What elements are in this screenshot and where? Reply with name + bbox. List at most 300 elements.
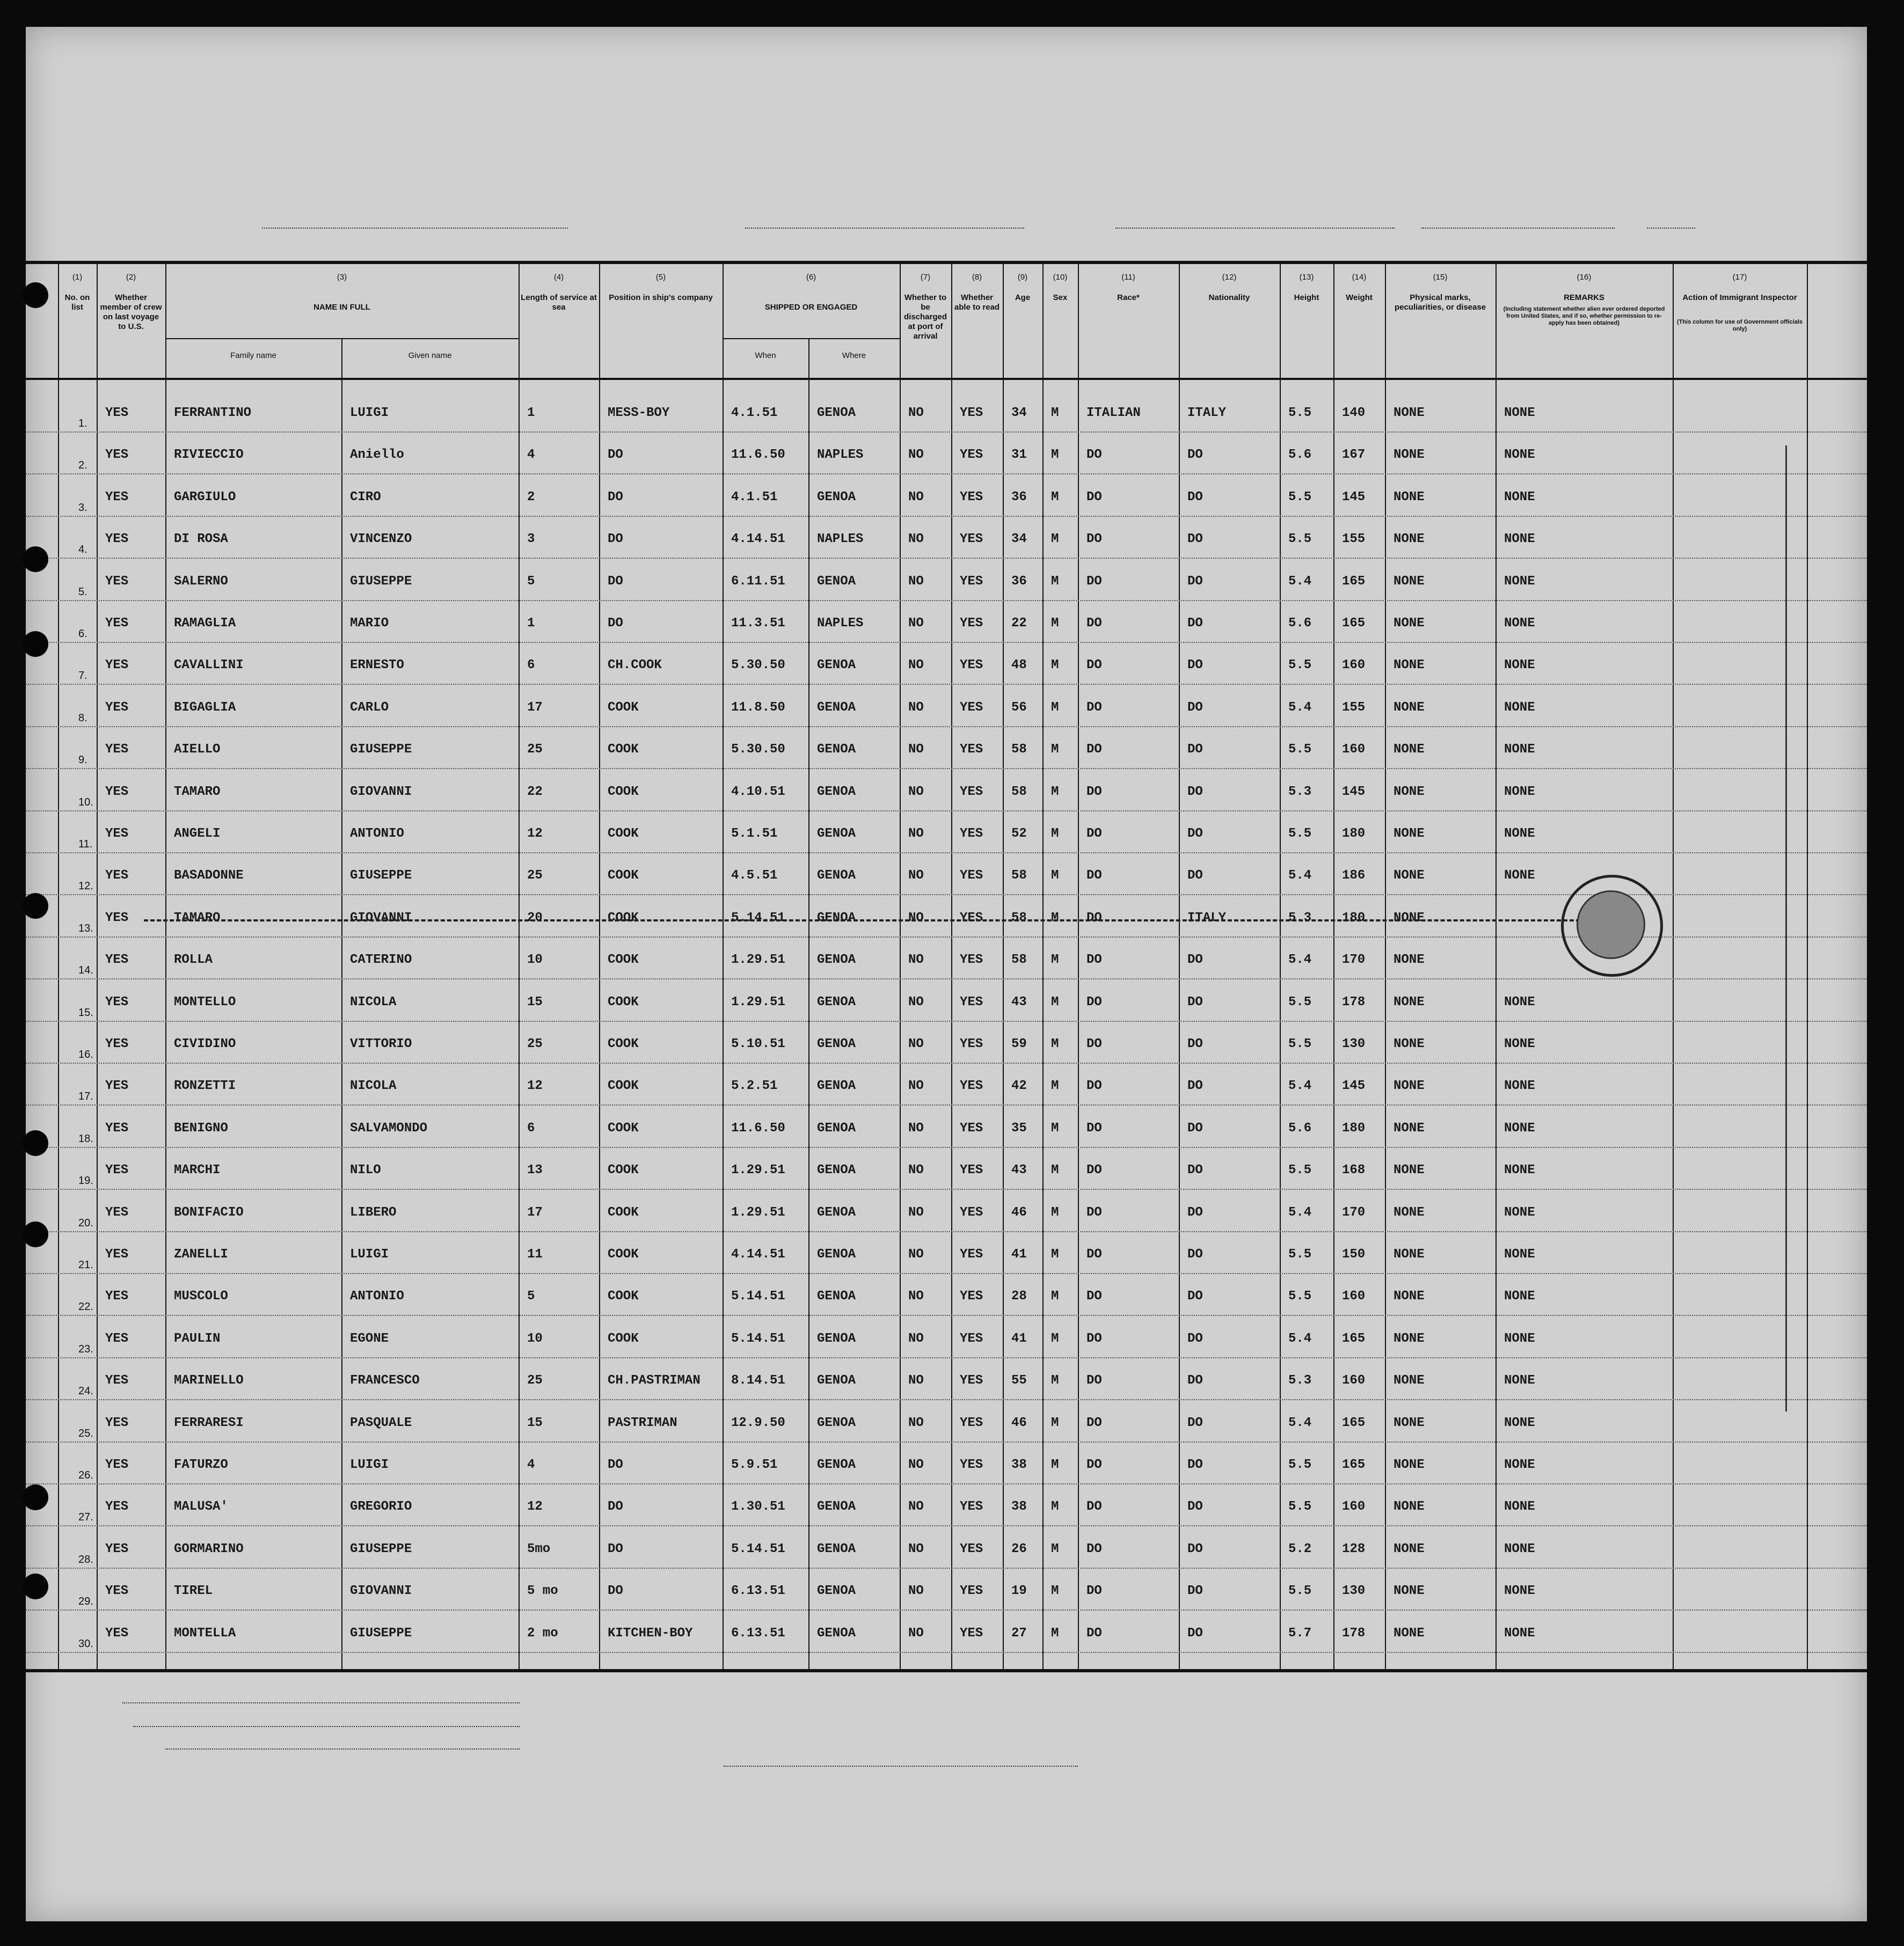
cell-family: PAULIN [174,1331,221,1346]
cell-given: GIOVANNI [350,910,412,925]
cell-service: 6 [527,1121,535,1136]
cell-race: DO [1086,1373,1102,1388]
punch-hole [23,1221,48,1247]
column-number: (3) [337,273,347,282]
cell-weight: 140 [1342,406,1366,420]
cell-race: DO [1086,1247,1102,1262]
cell-sex: M [1051,574,1059,589]
cell-height: 5.4 [1288,1079,1312,1094]
cell-age: 36 [1011,574,1027,589]
cell-remarks: NONE [1504,1247,1535,1262]
cell-weight: 160 [1342,1289,1366,1304]
cell-disch: NO [908,574,924,589]
row-number: 20. [78,1217,93,1229]
cell-prev: YES [105,658,129,673]
row-number: 27. [78,1511,93,1524]
row-number: 10. [78,796,93,808]
cell-service: 11 [527,1247,543,1262]
cell-where: GENOA [817,700,856,715]
cell-service: 25 [527,742,543,757]
cell-age: 56 [1011,700,1027,715]
cell-sex: M [1051,448,1059,463]
cell-where: GENOA [817,1331,856,1346]
cell-where: GENOA [817,574,856,589]
cell-age: 28 [1011,1289,1027,1304]
column-subheader: Family name [230,351,276,360]
cell-position: COOK [608,1289,639,1304]
cell-read: YES [960,1289,983,1304]
cell-disch: NO [908,784,924,799]
cell-height: 5.4 [1288,1415,1312,1430]
cell-service: 2 [527,489,535,504]
cell-position: COOK [608,994,639,1009]
cell-weight: 165 [1342,1458,1366,1472]
cell-age: 36 [1011,489,1027,504]
cell-given: FRANCESCO [350,1373,420,1388]
cell-position: COOK [608,742,639,757]
cell-height: 5.5 [1288,994,1312,1009]
cell-nat: DO [1187,1079,1203,1094]
row-number: 28. [78,1553,93,1565]
cell-height: 5.4 [1288,574,1312,589]
cell-when: 1.29.51 [731,1163,785,1178]
cell-when: 4.14.51 [731,532,785,547]
table-row [26,1064,1867,1106]
cell-given: GIUSEPPE [350,1541,412,1556]
cell-race: DO [1086,742,1102,757]
cell-height: 5.5 [1288,742,1312,757]
cell-marks: NONE [1394,616,1425,631]
cell-family: GARGIULO [174,489,236,504]
cell-family: FERRARESI [174,1415,244,1430]
cell-given: LUIGI [350,1458,389,1472]
cell-marks: NONE [1394,532,1425,547]
cell-height: 5.5 [1288,1247,1312,1262]
column-number: (6) [806,273,816,282]
cell-weight: 167 [1342,448,1366,463]
row-number: 21. [78,1259,93,1271]
cell-weight: 165 [1342,574,1366,589]
cell-when: 5.14.51 [731,1541,785,1556]
cell-when: 5.10.51 [731,1037,785,1051]
cell-sex: M [1051,1121,1059,1136]
cell-given: CATERINO [350,953,412,968]
row-number: 17. [78,1091,93,1103]
cell-read: YES [960,742,983,757]
cell-remarks: NONE [1504,658,1535,673]
cell-read: YES [960,868,983,883]
cell-age: 43 [1011,1163,1027,1178]
cell-remarks: NONE [1504,994,1535,1009]
cell-where: GENOA [817,953,856,968]
cell-position: COOK [608,910,639,925]
column-subheader: Where [842,351,866,360]
cell-read: YES [960,700,983,715]
cell-age: 34 [1011,532,1027,547]
column-number: (11) [1121,273,1135,282]
cell-where: GENOA [817,1037,856,1051]
cell-age: 38 [1011,1458,1027,1472]
cell-remarks: NONE [1504,1037,1535,1051]
cell-race: DO [1086,489,1102,504]
cell-height: 5.5 [1288,489,1312,504]
column-note: (Including statement whether alien ever ordered deported from United States, and if so, whether permission to re-apply has been obtained) [1503,306,1665,326]
cell-nat: DO [1187,1458,1203,1472]
cell-where: GENOA [817,1373,856,1388]
cell-weight: 180 [1342,826,1366,841]
cell-when: 11.3.51 [731,616,785,631]
table-row [26,685,1867,727]
cell-nat: DO [1187,700,1203,715]
cell-where: GENOA [817,1415,856,1430]
cell-sex: M [1051,1626,1059,1641]
cell-nat: DO [1187,448,1203,463]
cell-height: 5.4 [1288,1205,1312,1220]
genoa-consulate-seal [1561,875,1663,977]
column-subheader: Given name [408,351,452,360]
table-row [26,517,1867,559]
cell-family: BIGAGLIA [174,700,236,715]
cell-nat: DO [1187,616,1203,631]
table-row [26,811,1867,853]
cell-age: 58 [1011,784,1027,799]
cell-when: 4.10.51 [731,784,785,799]
manifest-sheet [26,27,1867,1921]
cell-nat: DO [1187,658,1203,673]
cell-sex: M [1051,1205,1059,1220]
cell-when: 11.6.50 [731,1121,785,1136]
cell-read: YES [960,406,983,420]
cell-marks: NONE [1394,784,1425,799]
cell-family: ROLLA [174,953,213,968]
cell-weight: 170 [1342,953,1366,968]
cell-family: TAMARO [174,784,221,799]
cell-where: GENOA [817,994,856,1009]
cell-family: DI ROSA [174,532,228,547]
cell-position: DO [608,574,623,589]
cell-where: GENOA [817,826,856,841]
cell-service: 3 [527,532,535,547]
cell-service: 25 [527,1037,543,1051]
cell-race: DO [1086,994,1102,1009]
cell-prev: YES [105,406,129,420]
cell-nat: DO [1187,574,1203,589]
cell-race: DO [1086,826,1102,841]
cell-given: ERNESTO [350,658,404,673]
cell-prev: YES [105,1626,129,1641]
cell-prev: YES [105,910,129,925]
table-row [26,1527,1867,1569]
cell-disch: NO [908,742,924,757]
cell-position: CH.PASTRIMAN [608,1373,701,1388]
row-number: 2. [78,459,87,472]
cell-service: 10 [527,1331,543,1346]
cell-where: GENOA [817,489,856,504]
cell-marks: NONE [1394,1079,1425,1094]
cell-when: 4.5.51 [731,868,778,883]
cell-family: FATURZO [174,1458,228,1472]
column-header: Weight [1346,293,1373,302]
row-number: 6. [78,628,87,640]
cell-sex: M [1051,1415,1059,1430]
cell-race: DO [1086,574,1102,589]
row-number: 14. [78,964,93,977]
cell-remarks: NONE [1504,1331,1535,1346]
cell-prev: YES [105,742,129,757]
cell-given: VITTORIO [350,1037,412,1051]
cell-when: 12.9.50 [731,1415,785,1430]
cell-where: GENOA [817,1626,856,1641]
cell-marks: NONE [1394,1331,1425,1346]
cell-service: 4 [527,1458,535,1472]
row-number: 23. [78,1343,93,1355]
cell-age: 27 [1011,1626,1027,1641]
cell-given: GIOVANNI [350,1584,412,1599]
cell-position: COOK [608,826,639,841]
cell-family: MALUSA' [174,1499,228,1515]
cell-race: ITALIAN [1086,406,1141,420]
cell-nat: DO [1187,1373,1203,1388]
cell-service: 10 [527,953,543,968]
column-header: NAME IN FULL [313,303,370,312]
cell-race: DO [1086,1163,1102,1178]
cell-position: DO [608,1499,623,1515]
cell-where: NAPLES [817,532,864,547]
cell-service: 5mo [527,1541,551,1556]
cell-when: 6.13.51 [731,1584,785,1599]
cell-prev: YES [105,1247,129,1262]
cell-service: 15 [527,994,543,1009]
cell-position: DO [608,616,623,631]
cell-where: GENOA [817,1289,856,1304]
cell-nat: DO [1187,1584,1203,1599]
row-number: 4. [78,544,87,556]
cell-nat: DO [1187,1289,1203,1304]
cell-age: 46 [1011,1205,1027,1220]
column-header: REMARKS [1564,293,1604,302]
cell-when: 5.9.51 [731,1458,778,1472]
cell-remarks: NONE [1504,700,1535,715]
cell-marks: NONE [1394,1584,1425,1599]
cell-marks: NONE [1394,826,1425,841]
cell-nat: DO [1187,953,1203,968]
table-row [26,643,1867,685]
cell-weight: 165 [1342,1415,1366,1430]
cell-given: ANTONIO [350,826,404,841]
table-row [26,559,1867,601]
cell-given: GIUSEPPE [350,742,412,757]
cell-read: YES [960,1499,983,1515]
cell-marks: NONE [1394,1121,1425,1136]
cell-service: 15 [527,1415,543,1430]
cell-prev: YES [105,868,129,883]
cell-remarks: NONE [1504,1458,1535,1472]
cell-service: 6 [527,658,535,673]
cell-remarks: NONE [1504,406,1535,420]
cell-nat: ITALY [1187,406,1227,420]
cell-height: 5.4 [1288,700,1312,715]
column-header: Sex [1053,293,1068,302]
cell-service: 1 [527,406,535,420]
cell-race: DO [1086,700,1102,715]
cell-age: 59 [1011,1037,1027,1051]
cell-family: AIELLO [174,742,221,757]
cell-service: 17 [527,700,543,715]
cell-given: GIUSEPPE [350,868,412,883]
row-number: 26. [78,1469,93,1481]
cell-weight: 155 [1342,700,1366,715]
cell-weight: 160 [1342,1373,1366,1388]
cell-marks: NONE [1394,1037,1425,1051]
cell-sex: M [1051,1163,1059,1178]
cell-race: DO [1086,1205,1102,1220]
column-header: Action of Immigrant Inspector [1682,293,1797,302]
cell-disch: NO [908,1247,924,1262]
cell-nat: DO [1187,1247,1203,1262]
cell-where: GENOA [817,1458,856,1472]
cell-where: GENOA [817,1121,856,1136]
cell-prev: YES [105,1205,129,1220]
cell-given: ANTONIO [350,1289,404,1304]
cell-sex: M [1051,742,1059,757]
cell-race: DO [1086,1626,1102,1641]
cell-nat: DO [1187,1541,1203,1556]
cell-sex: M [1051,1373,1059,1388]
cell-marks: NONE [1394,994,1425,1009]
cell-weight: 160 [1342,1499,1366,1515]
table-row [26,1148,1867,1190]
cell-disch: NO [908,994,924,1009]
cell-height: 5.3 [1288,784,1312,799]
cell-where: GENOA [817,910,856,925]
cell-sex: M [1051,1247,1059,1262]
cell-family: RAMAGLIA [174,616,236,631]
cell-where: GENOA [817,868,856,883]
cell-service: 25 [527,868,543,883]
row-number: 16. [78,1049,93,1060]
table-row [26,433,1867,474]
cell-read: YES [960,953,983,968]
cell-service: 12 [527,1079,543,1094]
cell-age: 48 [1011,658,1027,673]
column-number: (9) [1017,273,1028,282]
cell-disch: NO [908,658,924,673]
cell-height: 5.5 [1288,658,1312,673]
cell-read: YES [960,1458,983,1472]
cell-marks: NONE [1394,489,1425,504]
cell-read: YES [960,658,983,673]
cell-when: 4.1.51 [731,406,778,420]
cell-read: YES [960,489,983,504]
punch-hole [23,1130,48,1156]
cell-family: BENIGNO [174,1121,228,1136]
cell-prev: YES [105,1121,129,1136]
cell-position: DO [608,489,623,504]
punch-hole [23,631,48,657]
cell-height: 5.3 [1288,910,1312,925]
cell-remarks: NONE [1504,1121,1535,1136]
cell-read: YES [960,1205,983,1220]
cell-disch: NO [908,1163,924,1178]
cell-disch: NO [908,1458,924,1472]
cell-given: NICOLA [350,1079,397,1094]
row-number: 29. [78,1596,93,1608]
cell-height: 5.5 [1288,826,1312,841]
cell-family: TIREL [174,1584,213,1599]
cell-position: DO [608,1584,623,1599]
column-header: Age [1015,293,1031,302]
cell-position: COOK [608,700,639,715]
column-header: Whether member of crew on last voyage to U.S. [100,293,162,331]
cell-prev: YES [105,994,129,1009]
cell-when: 5.14.51 [731,910,785,925]
cell-race: DO [1086,1331,1102,1346]
cell-marks: NONE [1394,1499,1425,1515]
cell-sex: M [1051,700,1059,715]
cell-position: DO [608,448,623,463]
cell-prev: YES [105,1331,129,1346]
column-header: Height [1294,293,1319,302]
cell-given: CIRO [350,489,381,504]
cell-given: GIOVANNI [350,784,412,799]
cell-remarks: NONE [1504,1584,1535,1599]
cell-given: LUIGI [350,1247,389,1262]
column-number: (8) [972,273,982,282]
cell-age: 55 [1011,1373,1027,1388]
cell-weight: 186 [1342,868,1366,883]
cell-marks: NONE [1394,700,1425,715]
cell-weight: 170 [1342,1205,1366,1220]
cell-weight: 165 [1342,1331,1366,1346]
cell-remarks: NONE [1504,1541,1535,1556]
cell-height: 5.3 [1288,1373,1312,1388]
column-number: (5) [655,273,666,282]
cell-position: COOK [608,1079,639,1094]
cell-prev: YES [105,1037,129,1051]
punch-hole [23,893,48,919]
cell-sex: M [1051,1458,1059,1472]
column-number: (2) [126,273,136,282]
cell-read: YES [960,1373,983,1388]
row-number: 9. [78,754,87,766]
cell-when: 4.14.51 [731,1247,785,1262]
column-header: Nationality [1208,293,1250,302]
cell-position: MESS-BOY [608,406,670,420]
cell-when: 5.14.51 [731,1289,785,1304]
column-header: Race* [1117,293,1140,302]
cell-remarks: NONE [1504,1415,1535,1430]
cell-position: COOK [608,1331,639,1346]
column-header: Physical marks, peculiarities, or disease [1394,293,1486,312]
column-number: (12) [1222,273,1237,282]
table-row [26,1232,1867,1274]
cell-where: GENOA [817,406,856,420]
table-row [26,727,1867,769]
cell-race: DO [1086,1289,1102,1304]
cell-position: CH.COOK [608,658,662,673]
cell-weight: 128 [1342,1541,1366,1556]
cell-given: Aniello [350,448,404,463]
cell-height: 5.5 [1288,1584,1312,1599]
cell-height: 5.2 [1288,1541,1312,1556]
cell-age: 42 [1011,1079,1027,1094]
column-header: Whether to be discharged at port of arrival [903,293,947,341]
cell-age: 41 [1011,1331,1027,1346]
cell-when: 8.14.51 [731,1373,785,1388]
column-number: (16) [1577,273,1592,282]
column-header: No. on list [64,293,90,312]
punch-hole [23,1574,48,1599]
